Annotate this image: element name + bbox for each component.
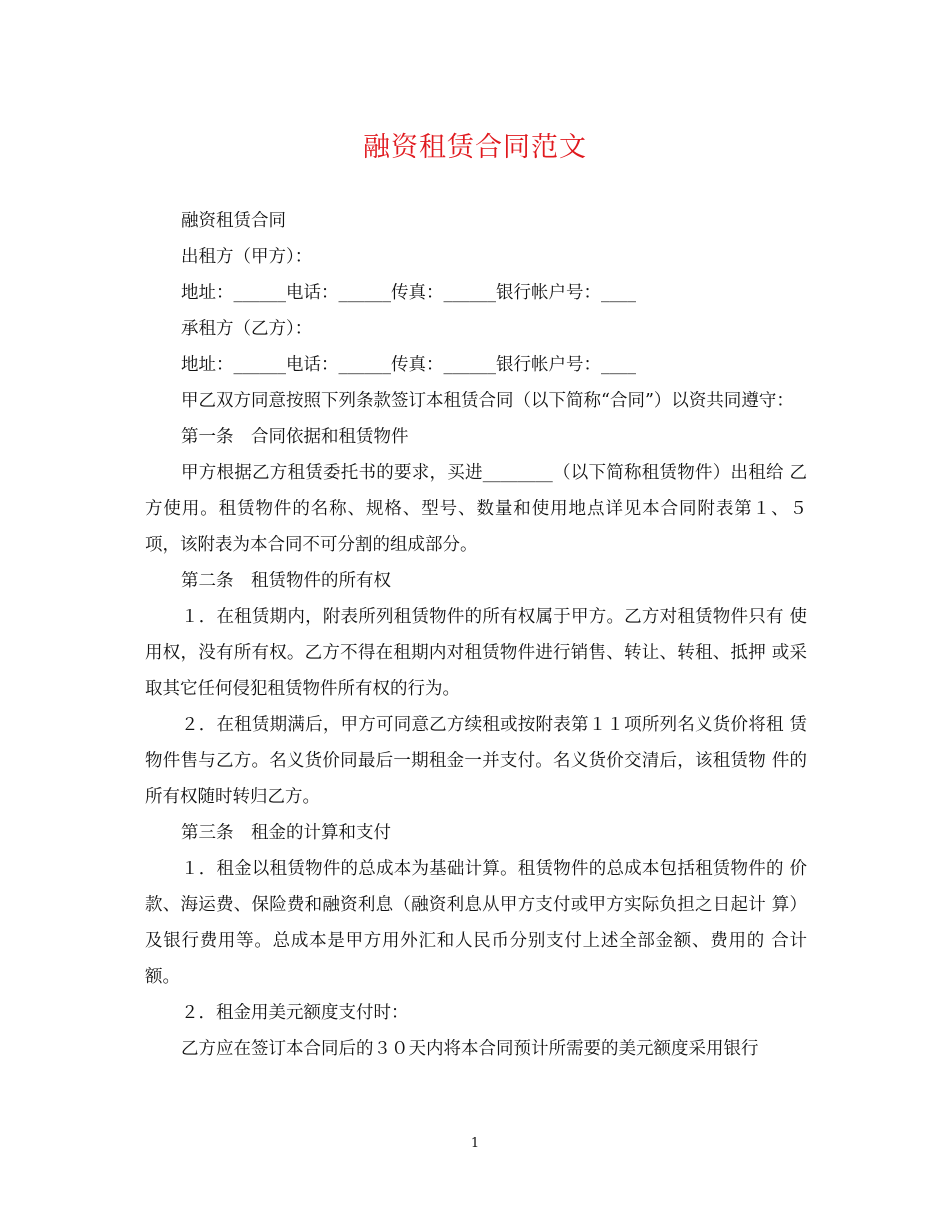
lessee-label: 承租方（乙方）：: [181, 319, 313, 339]
article-3-clause-2: ２．租金用美元额度支付时：: [181, 1003, 409, 1023]
article-2-clause-2: ２．在租赁期满后，甲方可同意乙方续租或按附表第１１项所列名义货价将租 赁物件售与乙方。名义货价同最后一期租金一并支付。名义货价交清后，该租赁物 件的所有权随时转归乙方。: [145, 715, 807, 807]
article-1-heading: 第一条 合同依据和租赁物件: [181, 427, 409, 447]
article-1-paragraph: 甲方根据乙方租赁委托书的要求，买进________（以下简称租赁物件）出租给 乙方使用。租赁物件的名称、规格、型号、数量和使用地点详见本合同附表第１、５项，该附表为本合同不可分割的组成部分。: [145, 463, 807, 555]
contract-heading: 融资租赁合同: [181, 211, 286, 231]
article-3-heading: 第三条 租金的计算和支付: [181, 823, 391, 843]
document-title: 融资租赁合同范文: [363, 132, 587, 163]
lessor-label: 出租方（甲方）：: [181, 247, 313, 267]
article-3-clause-2-text: 乙方应在签订本合同后的３０天内将本合同预计所需要的美元额度采用银行: [181, 1039, 759, 1059]
document-body: [145, 203, 807, 1067]
preamble-paragraph: 甲乙双方同意按照下列条款签订本租赁合同（以下简称“合同”）以资共同遵守：: [181, 391, 794, 411]
article-3-clause-1: １．租金以租赁物件的总成本为基础计算。租赁物件的总成本包括租赁物件的 价款、海运费、保险费和融资利息（融资利息从甲方支付或甲方实际负担之日起计 算）及银行费用等。总成本是甲方用外汇和人民币分别支付上述全部金额、费用的 合计额。: [145, 859, 807, 987]
lessor-contact-line: 地址：______电话：______传真：______银行帐户号：____: [181, 283, 636, 303]
article-2-clause-1: １．在租赁期内，附表所列租赁物件的所有权属于甲方。乙方对租赁物件只有 使用权，没有所有权。乙方不得在租期内对租赁物件进行销售、转让、转租、抵押 或采取其它任何侵犯租赁物件所有权的行为。: [145, 607, 807, 699]
page-number: 1: [470, 1136, 480, 1151]
article-2-heading: 第二条 租赁物件的所有权: [181, 571, 391, 591]
lessee-contact-line: 地址：______电话：______传真：______银行帐户号：____: [181, 355, 636, 375]
